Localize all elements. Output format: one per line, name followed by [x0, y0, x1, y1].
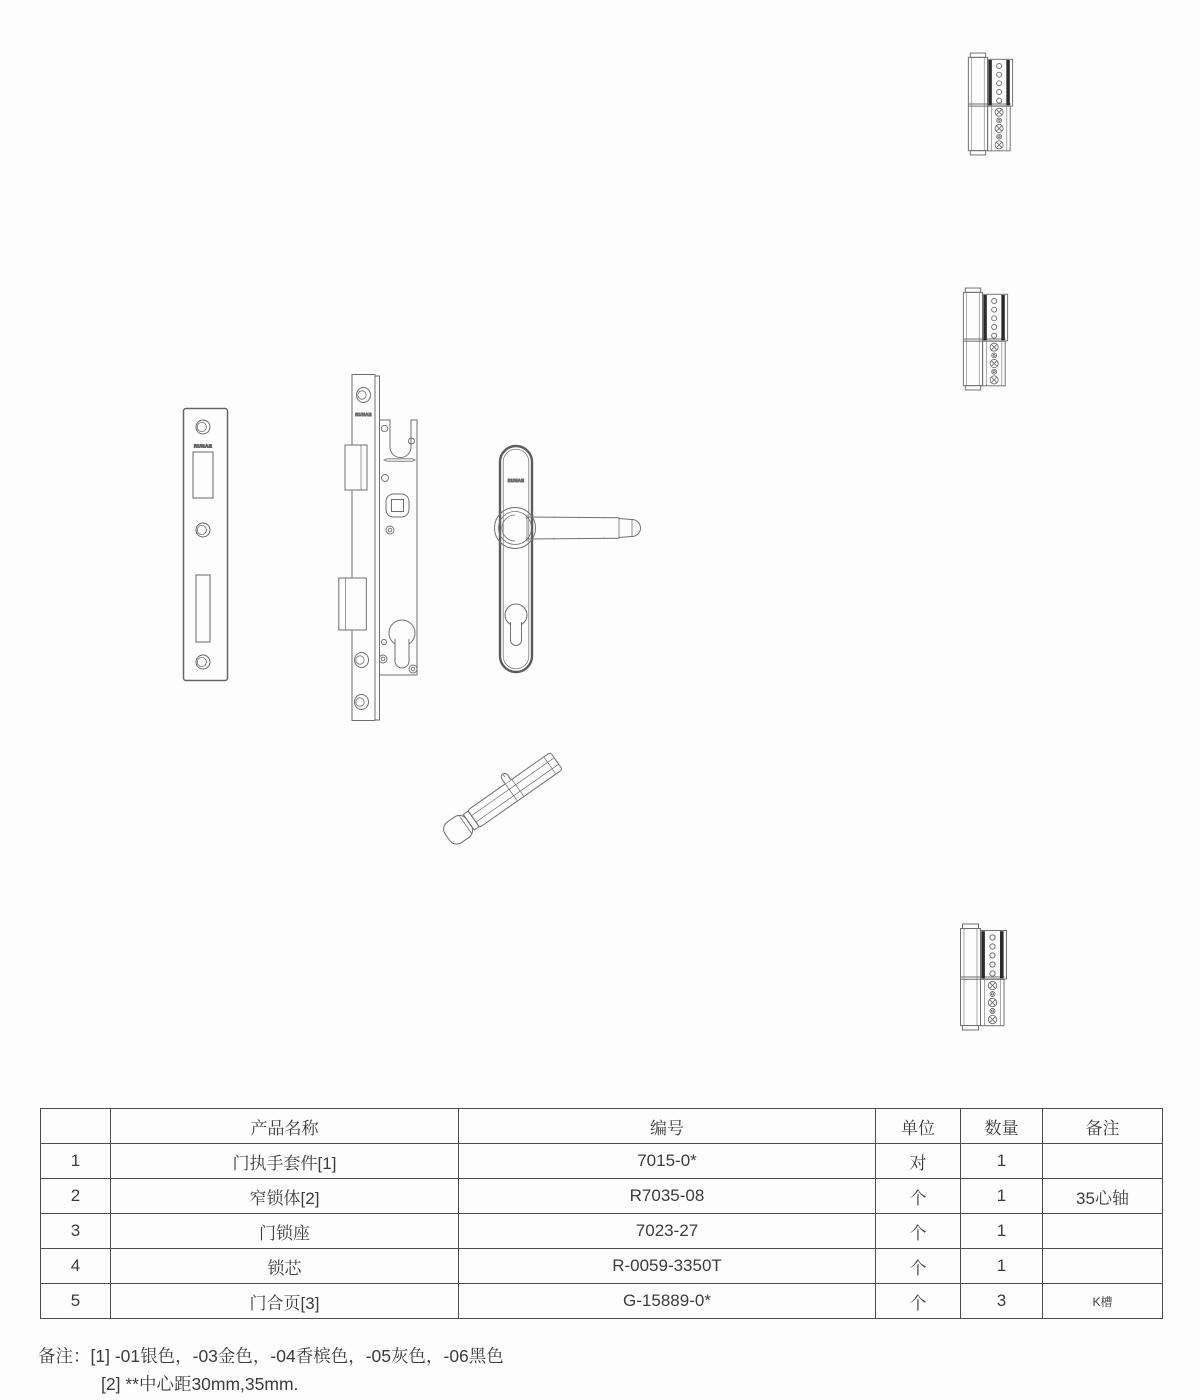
table-header-row — [41, 1109, 1163, 1144]
cell-remark — [1043, 1214, 1163, 1249]
footnotes-label: 备注： — [38, 1346, 91, 1366]
strike-plate-drawing — [181, 406, 231, 684]
brand-logo-text: RUNAE — [507, 478, 525, 483]
cell-name: 门执手套件[1] — [111, 1144, 459, 1179]
cell-code: 7023-27 — [459, 1214, 876, 1249]
cell-qty: 1 — [961, 1144, 1043, 1179]
cell-unit: 个 — [876, 1284, 961, 1319]
handle-set-drawing — [496, 442, 641, 677]
table-row — [41, 1249, 1163, 1284]
brand-logo-text: RUNAE — [355, 412, 372, 417]
cell-remark — [1043, 1249, 1163, 1284]
cell-remark: 35心轴 — [1043, 1179, 1163, 1214]
footnote-line-1: [1] -01银色，-03金色，-04香槟色，-05灰色，-06黑色 — [90, 1346, 504, 1366]
col-header-qty: 数量 — [961, 1109, 1043, 1144]
door-hinge-drawing-1 — [965, 50, 1015, 158]
cell-unit: 个 — [876, 1179, 961, 1214]
cell-index: 1 — [41, 1144, 111, 1179]
parts-table — [40, 1108, 1163, 1319]
cell-name: 窄锁体[2] — [111, 1179, 459, 1214]
cell-name: 锁芯 — [111, 1249, 459, 1284]
cell-remark: K槽 — [1043, 1284, 1163, 1319]
cell-qty: 3 — [961, 1284, 1043, 1319]
table-row — [41, 1179, 1163, 1214]
lock-body-drawing — [338, 370, 423, 725]
table-row — [41, 1144, 1163, 1179]
cell-qty: 1 — [961, 1249, 1043, 1284]
cell-unit: 个 — [876, 1249, 961, 1284]
cell-index: 3 — [41, 1214, 111, 1249]
cell-index: 4 — [41, 1249, 111, 1284]
door-hinge-drawing-3 — [957, 921, 1009, 1033]
cell-index: 5 — [41, 1284, 111, 1319]
cell-code: 7015-0* — [459, 1144, 876, 1179]
cell-code: R-0059-3350T — [459, 1249, 876, 1284]
col-header-unit: 单位 — [876, 1109, 961, 1144]
col-header-name: 产品名称 — [111, 1109, 459, 1144]
table-row — [41, 1214, 1163, 1249]
footnote-line-2: [2] **中心距30mm,35mm. — [101, 1374, 299, 1394]
cell-remark — [1043, 1144, 1163, 1179]
footnotes — [38, 1342, 504, 1398]
col-header-index — [41, 1109, 111, 1144]
door-hinge-drawing-2 — [960, 284, 1010, 394]
cell-qty: 1 — [961, 1214, 1043, 1249]
cell-qty: 1 — [961, 1179, 1043, 1214]
cell-name: 门锁座 — [111, 1214, 459, 1249]
table-row — [41, 1284, 1163, 1319]
cell-unit: 对 — [876, 1144, 961, 1179]
cell-unit: 个 — [876, 1214, 961, 1249]
cell-code: R7035-08 — [459, 1179, 876, 1214]
cell-code: G-15889-0* — [459, 1284, 876, 1319]
brand-logo-text: RUNAE — [193, 443, 213, 449]
cell-name: 门合页[3] — [111, 1284, 459, 1319]
lock-cylinder-drawing — [446, 740, 576, 850]
cell-index: 2 — [41, 1179, 111, 1214]
col-header-code: 编号 — [459, 1109, 876, 1144]
col-header-remark: 备注 — [1043, 1109, 1163, 1144]
